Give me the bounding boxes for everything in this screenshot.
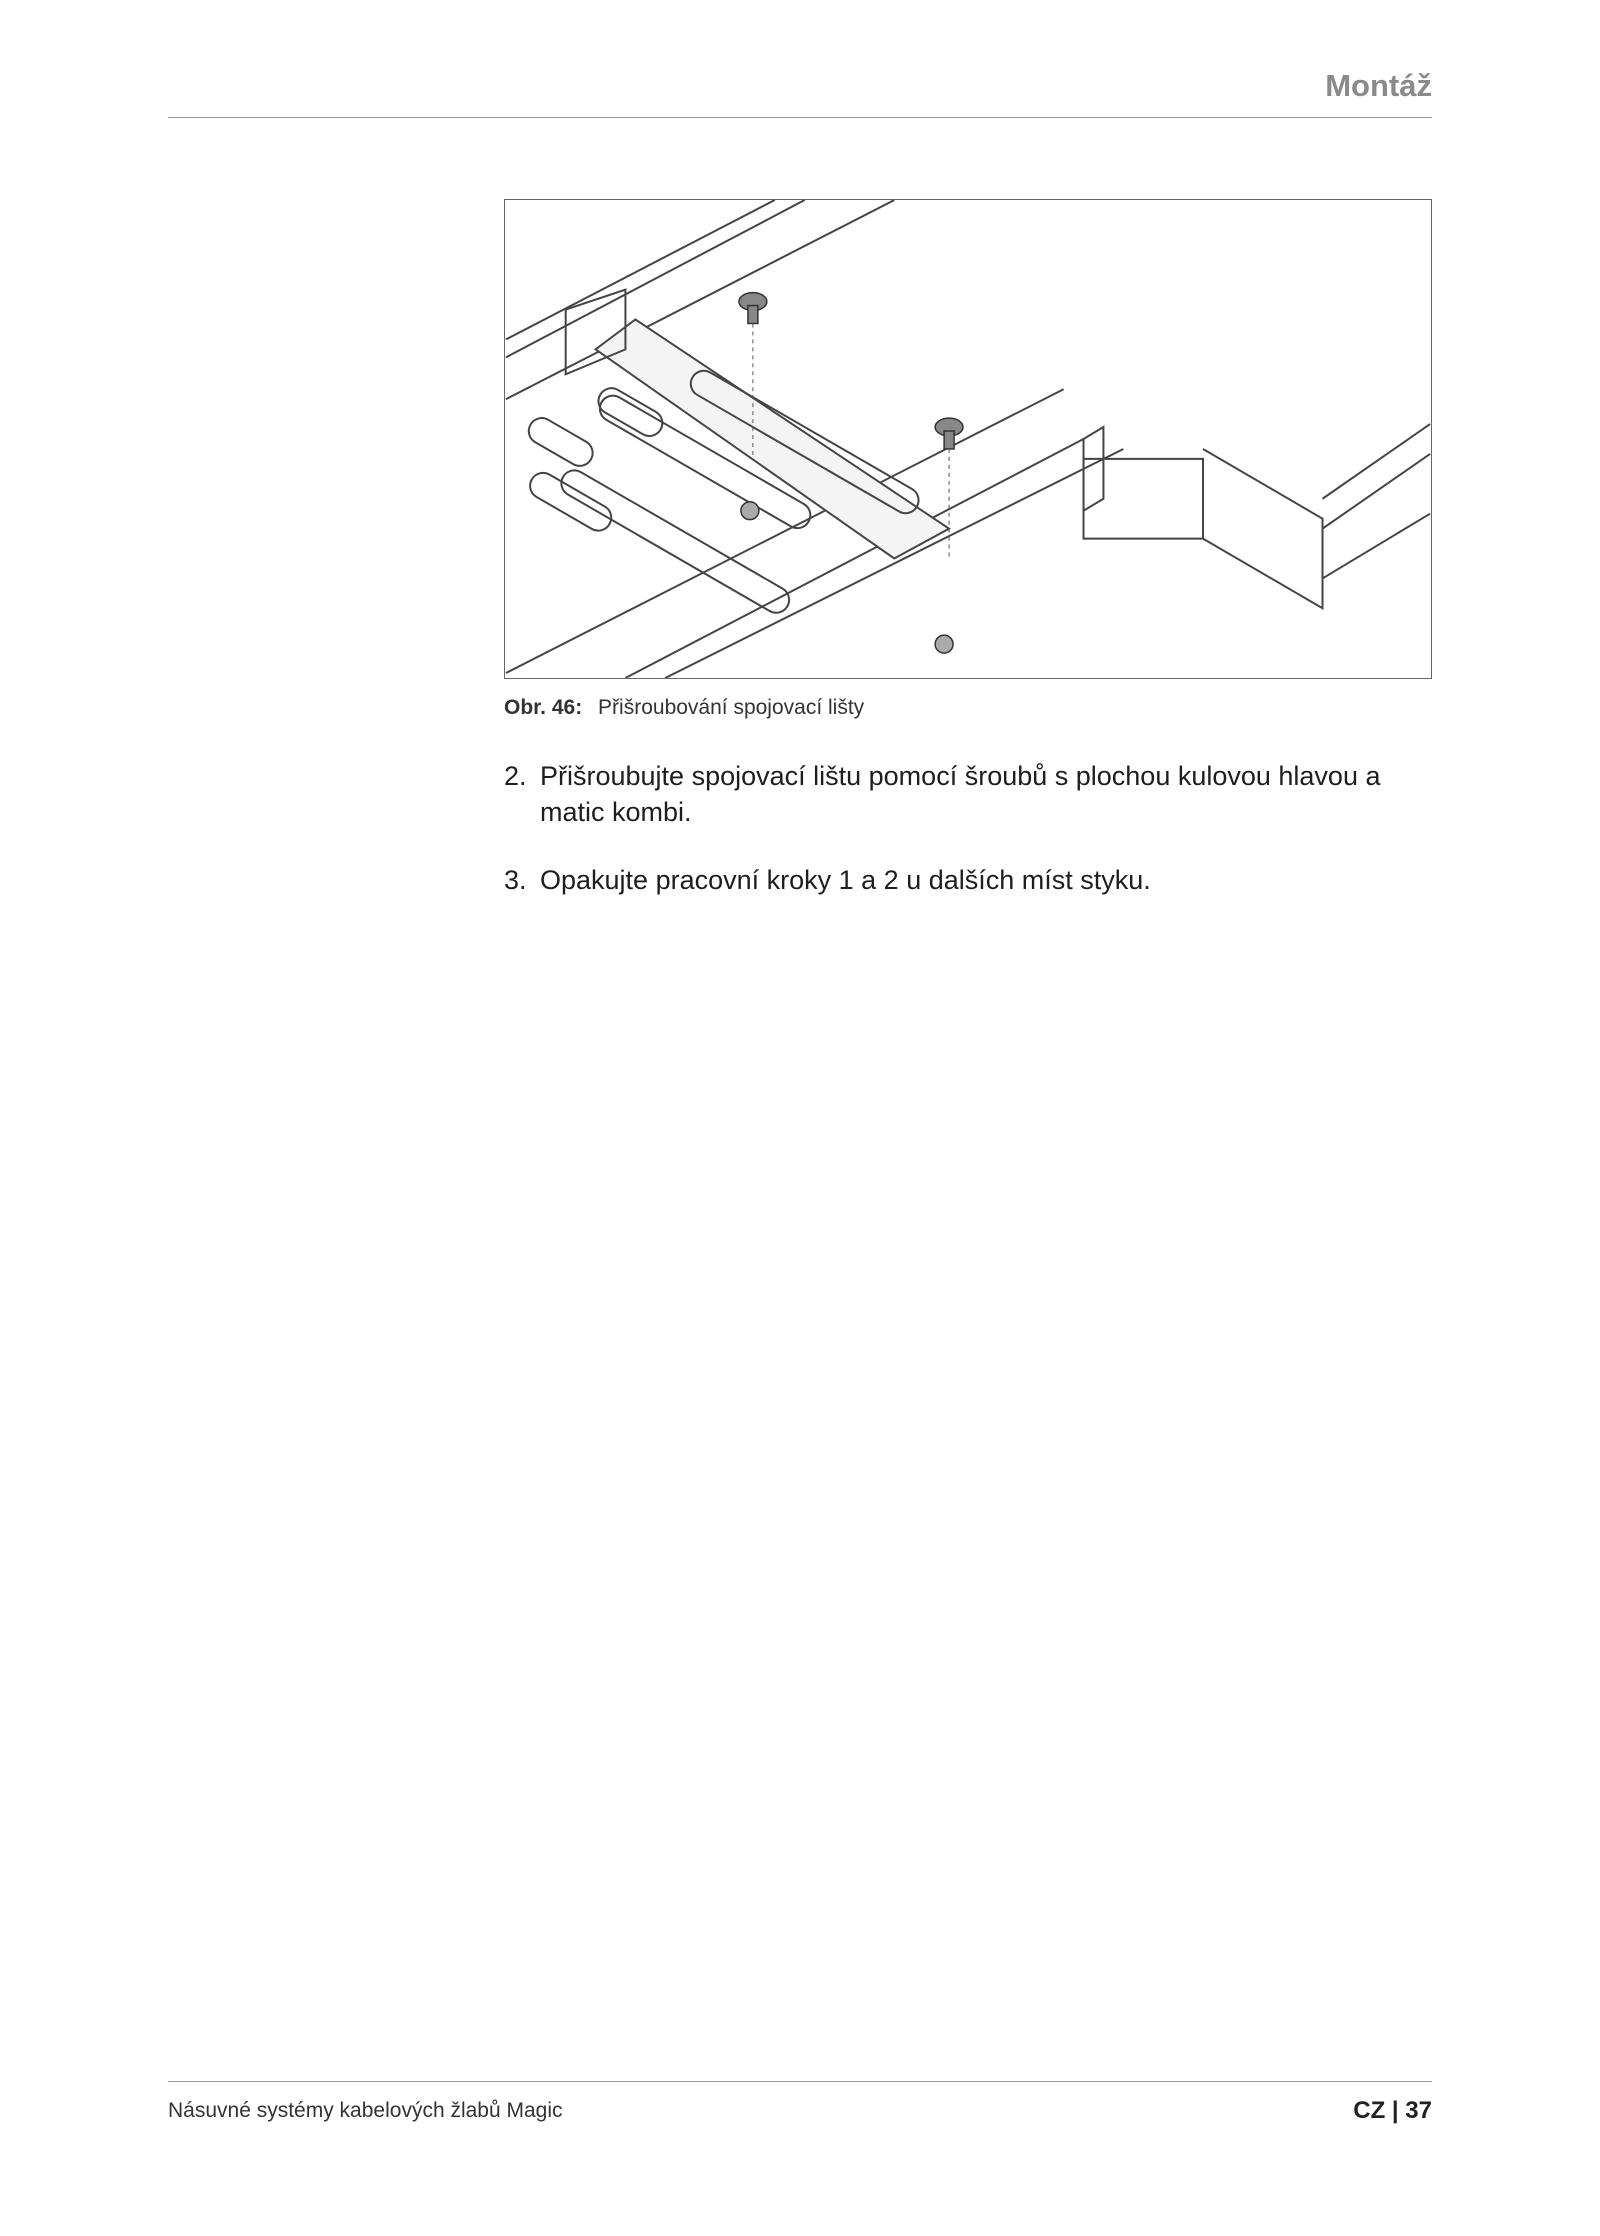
figure-caption: [504, 696, 864, 720]
step-text: Opakujte pracovní kroky 1 a 2 u dalších míst styku.: [540, 865, 1151, 895]
cable-tray-drawing: [505, 200, 1431, 678]
caption-number: Obr. 46:: [504, 696, 583, 719]
step-number: 2.: [504, 761, 527, 791]
step-item: [504, 862, 1434, 898]
footer-page-label: CZ | 37: [1353, 2097, 1432, 2124]
header-divider: [168, 117, 1432, 118]
step-text: Přišroubujte spojovací lištu pomocí šroubů s plochou kulovou hlavou a matic kombi.: [540, 761, 1381, 827]
section-title: Montáž: [1325, 68, 1432, 103]
step-number: 3.: [504, 865, 527, 895]
footer-document-title: Násuvné systémy kabelových žlabů Magic: [168, 2099, 563, 2122]
step-item: [504, 758, 1434, 830]
footer-divider: [168, 2081, 1432, 2082]
caption-text: Přišroubování spojovací lišty: [598, 696, 865, 719]
figure-illustration: [504, 199, 1432, 679]
